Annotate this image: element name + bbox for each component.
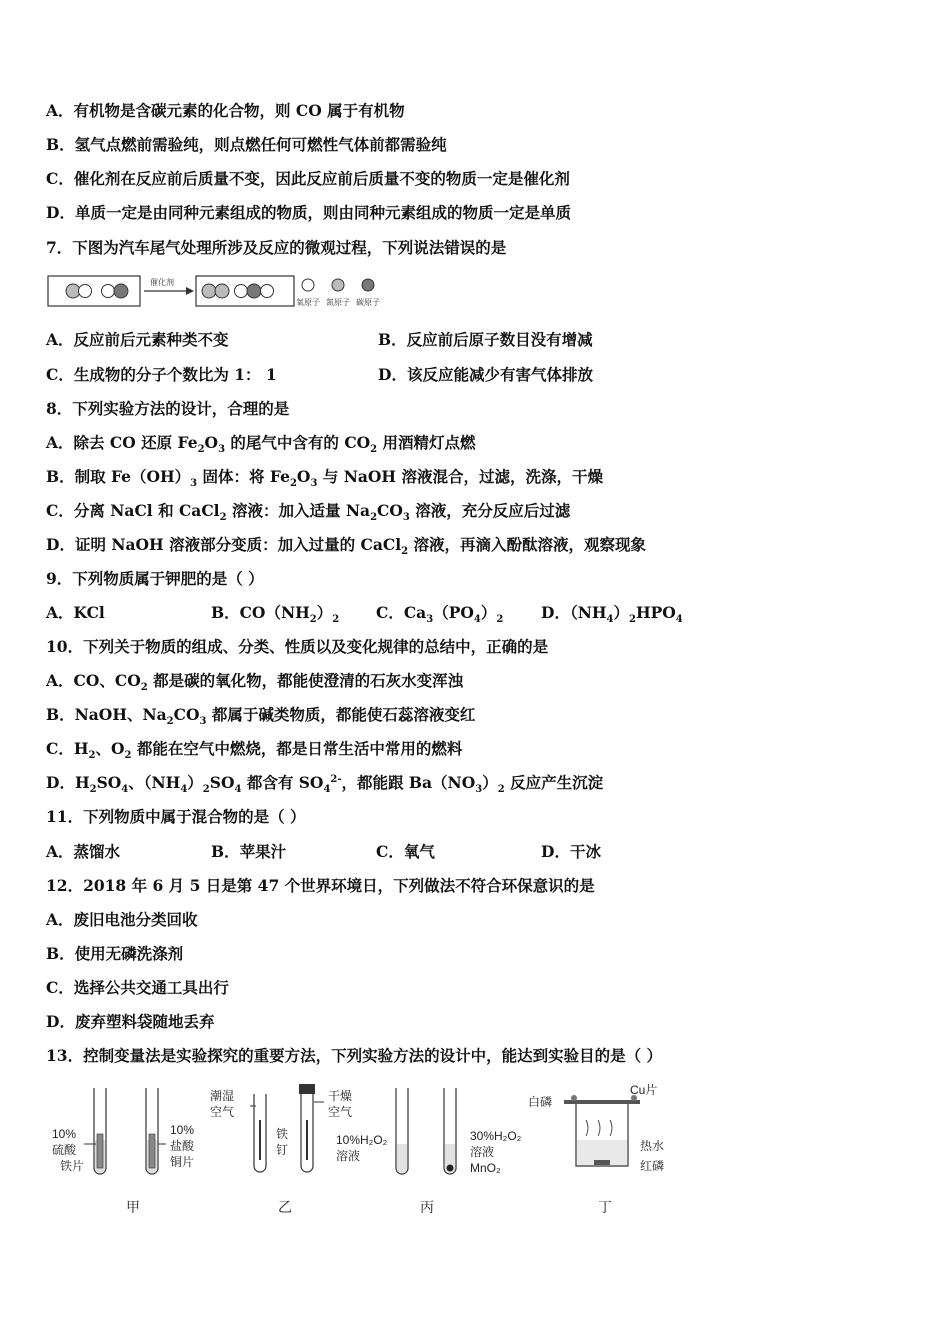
q12-option-a: A．废旧电池分类回收 bbox=[46, 910, 198, 929]
label: 白磷 bbox=[528, 1095, 553, 1109]
q10-option-c: C．$H_2$、$O_2$ 都能在空气中燃烧，都是日常生活中常用的燃料 bbox=[46, 739, 463, 762]
q7-option-a: A．反应前后元素种类不变 bbox=[46, 330, 229, 349]
label: MnO₂ bbox=[470, 1161, 501, 1175]
copper-strip bbox=[149, 1134, 155, 1168]
label: 潮湿 bbox=[210, 1089, 235, 1103]
label: 热水 bbox=[640, 1139, 665, 1153]
q10-stem: 10．下列关于物质的组成、分类、性质以及变化规律的总结中，正确的是 bbox=[46, 637, 549, 656]
carbon-atom bbox=[114, 284, 128, 298]
oxygen-atom bbox=[235, 285, 248, 298]
q12-stem: 12．2018 年 6 月 5 日是第 47 个世界环境日，下列做法不符合环保意识的是 bbox=[46, 876, 595, 895]
legend-nitrogen bbox=[332, 279, 344, 291]
q11-option-d: D．干冰 bbox=[541, 842, 601, 861]
label: 硫酸 bbox=[52, 1143, 77, 1157]
q6-option-a: A．有机物是含碳元素的化合物，则 CO 属于有机物 bbox=[46, 101, 405, 120]
peroxide-liquid bbox=[397, 1144, 407, 1173]
q7-option-c: C．生成物的分子个数比为 1： 1 bbox=[46, 365, 277, 384]
label: 30%H₂O₂ bbox=[470, 1129, 522, 1143]
q8-option-b: B．制取 $Fe(OH)_3$ 固体：将 $Fe_2O_3$ 与 NaOH 溶液混合，过滤，洗涤，干燥 bbox=[46, 467, 603, 490]
q10-option-a: A．CO、$CO_2$ 都是碳的氧化物，都能使澄清的石灰水变浑浊 bbox=[46, 671, 464, 694]
oxygen-atom bbox=[261, 285, 274, 298]
q11-option-a: A．蒸馏水 bbox=[46, 842, 121, 861]
label: 10% bbox=[170, 1123, 195, 1137]
catalyst-label: 催化剂 bbox=[150, 278, 174, 287]
caption: 甲 bbox=[126, 1199, 140, 1215]
q8-option-a: A．除去 CO 还原 $Fe_2O_3$ 的尾气中含有的 $CO_2$ 用酒精灯点燃 bbox=[46, 433, 476, 456]
experiment-yi bbox=[210, 1084, 352, 1215]
red-phosphorus bbox=[594, 1160, 610, 1165]
q7-stem: 7．下图为汽车尾气处理所涉及反应的微观过程，下列说法错误的是 bbox=[46, 238, 507, 257]
label: 铁 bbox=[276, 1127, 289, 1141]
white-phosphorus bbox=[571, 1095, 577, 1101]
q9-option-b: B．$CO(NH_2)_2$ bbox=[211, 603, 340, 626]
q9-option-a: A．KCl bbox=[46, 603, 105, 622]
q9-option-c: C．$Ca_3(PO_4)_2$ bbox=[376, 603, 504, 626]
stopper bbox=[299, 1084, 315, 1094]
caption: 丙 bbox=[420, 1199, 434, 1215]
q7-option-d: D．该反应能减少有害气体排放 bbox=[378, 365, 593, 384]
legend-oxygen bbox=[302, 279, 314, 291]
caption: 丁 bbox=[598, 1199, 612, 1215]
arrowhead bbox=[186, 287, 194, 295]
nitrogen-atom bbox=[202, 284, 216, 298]
legend-nitrogen-label: 氮原子 bbox=[326, 298, 350, 307]
q6-option-d: D．单质一定是由同种元素组成的物质，则由同种元素组成的物质一定是单质 bbox=[46, 203, 571, 222]
q13-stem: 13．控制变量法是实验探究的重要方法，下列实验方法的设计中，能达到实验目的是（ ） bbox=[46, 1046, 662, 1065]
q12-option-c: C．选择公共交通工具出行 bbox=[46, 978, 229, 997]
label: 盐酸 bbox=[170, 1139, 195, 1153]
label: 溶液 bbox=[470, 1145, 495, 1159]
mno2-powder bbox=[447, 1165, 454, 1172]
q11-stem: 11．下列物质中属于混合物的是（ ） bbox=[46, 807, 306, 826]
q6-option-c: C．催化剂在反应前后质量不变，因此反应前后质量不变的物质一定是催化剂 bbox=[46, 169, 570, 188]
iron-strip bbox=[97, 1134, 103, 1168]
carbon-atom bbox=[247, 284, 261, 298]
experiment-bing bbox=[336, 1088, 522, 1215]
vapor bbox=[586, 1120, 612, 1136]
nitrogen-atom bbox=[215, 284, 229, 298]
label: 10% bbox=[52, 1127, 77, 1141]
q9-stem: 9．下列物质属于钾肥的是（ ） bbox=[46, 569, 264, 588]
q6-option-b: B．氢气点燃前需验纯，则点燃任何可燃性气体前都需验纯 bbox=[46, 135, 447, 154]
label: 空气 bbox=[210, 1105, 235, 1119]
label: 钉 bbox=[276, 1143, 289, 1157]
experiment-ding bbox=[528, 1082, 664, 1215]
label: 红磷 bbox=[640, 1159, 665, 1173]
oxygen-atom bbox=[102, 285, 115, 298]
q8-option-c: C．分离 NaCl 和 CaCl$_2$ 溶液：加入适量 $Na_2CO_3$ 溶液，充分反应后过滤 bbox=[46, 501, 571, 524]
caption: 乙 bbox=[278, 1199, 292, 1215]
q9-option-d: D．$(NH_4)_2HPO_4$ bbox=[541, 603, 683, 626]
experiment-jia bbox=[52, 1088, 195, 1215]
legend-carbon-label: 碳原子 bbox=[356, 298, 380, 307]
label: 铁片 bbox=[60, 1159, 85, 1173]
q13-experiment-figure bbox=[46, 1080, 696, 1220]
label: Cu片 bbox=[630, 1083, 658, 1097]
q7-option-b: B．反应前后原子数目没有增减 bbox=[378, 330, 593, 349]
nitrogen-atom bbox=[66, 284, 80, 298]
label: 干燥 bbox=[328, 1089, 353, 1103]
q12-option-b: B．使用无磷洗涤剂 bbox=[46, 944, 184, 963]
q12-option-d: D．废弃塑料袋随地丢弃 bbox=[46, 1012, 215, 1031]
label: 铜片 bbox=[170, 1155, 195, 1169]
q11-option-b: B．苹果汁 bbox=[211, 842, 287, 861]
label: 溶液 bbox=[336, 1149, 361, 1163]
q8-stem: 8．下列实验方法的设计，合理的是 bbox=[46, 399, 290, 418]
q10-option-d: D．$H_2SO_4$、$(NH_4)_2SO_4$ 都含有 $SO_4^{2-}$，都能跟 $Ba(NO_3)_2$ 反应产生沉淀 bbox=[46, 773, 604, 796]
q11-option-c: C．氧气 bbox=[376, 842, 435, 861]
oxygen-atom bbox=[79, 285, 92, 298]
q8-option-d: D．证明 NaOH 溶液部分变质：加入过量的 CaCl$_2$ 溶液，再滴入酚酞溶液，观察现象 bbox=[46, 535, 646, 558]
label: 空气 bbox=[328, 1105, 353, 1119]
legend-carbon bbox=[362, 279, 374, 291]
q10-option-b: B．NaOH、$Na_2CO_3$ 都属于碱类物质，都能使石蕊溶液变红 bbox=[46, 705, 476, 728]
q7-reaction-figure bbox=[46, 272, 406, 312]
label: 10%H₂O₂ bbox=[336, 1133, 388, 1147]
legend-oxygen-label: 氧原子 bbox=[296, 298, 320, 307]
